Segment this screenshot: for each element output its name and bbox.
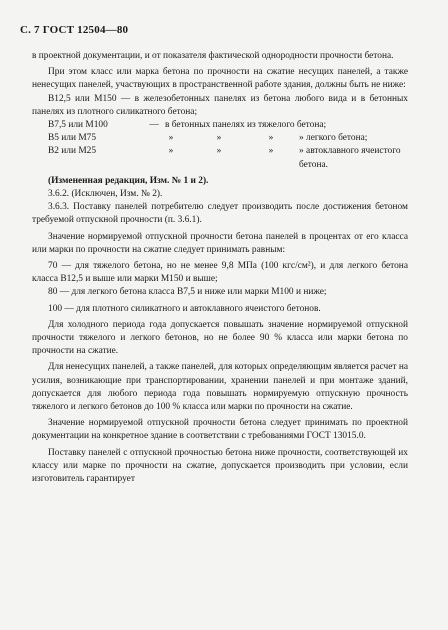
class-row-b7-5 <box>32 119 408 132</box>
paragraph-100: 100 — для плотного силикатного и автоклавного ячеистого бетонов. <box>48 303 321 314</box>
paragraph-project-doc: Значение нормируемой отпускной прочности бетона следует принимать по проектной документации на конкретное здание в соответствии с требованиями ГОСТ 13015.0. <box>32 418 408 442</box>
ditto-mark: » <box>268 133 274 144</box>
class-label: B5 или M75 <box>48 133 97 144</box>
ditto-mark: » <box>268 146 274 157</box>
paragraph-non-bearing: Для ненесущих панелей, а также панелей, для которых определяющим является расчет на усилия, возникающие при транспортировании, хранении панелей и при монтаже зданий, допускается для любого периода года повышать нормируемую отпускную прочность тяжелого и легкого бетонов до 100 % класса или марки по прочности на сжатие. <box>32 362 408 413</box>
paragraph-class-requirements: При этом класс или марка бетона по прочности на сжатие несущих панелей, а также ненесущих панелей, участвующих в пространственной работе здания, должны быть не ниже: <box>32 67 408 91</box>
paragraph-lower-strength: Поставку панелей с отпускной прочностью бетона ниже прочности, соответствующей их классу или марке по прочности на сжатие, допускается производить при условии, если изготовитель гарантирует <box>32 447 408 485</box>
class-desc: » автоклавного ячеистого бетона. <box>299 146 401 170</box>
class-desc: » легкого бетона; <box>299 133 368 144</box>
ditto-mark: » <box>216 133 222 144</box>
class-label: B7,5 или M100 <box>48 120 108 131</box>
paragraph-cold-period: Для холодного периода года допускается повышать значение нормируемой отпускной прочности тяжелого и легкого бетонов, но не более 90 % класса или марки бетона по прочности на сжатие. <box>32 319 408 357</box>
class-label: B2 или M25 <box>48 146 97 157</box>
ditto-mark: » <box>216 146 222 157</box>
paragraph-80: 80 — для легкого бетона класса B7,5 и ниже или марки M100 и ниже; <box>48 287 327 298</box>
dash: — <box>149 120 159 131</box>
paragraph-continuation: в проектной документации, и от показателя фактической однородности прочности бетона. <box>32 51 394 61</box>
clause-3-6-3: 3.6.3. Поставку панелей потребителю следует производить после достижения бетоном требуемой отпускной прочности (п. 3.6.1). <box>32 202 408 226</box>
paragraph-b12-5: B12,5 или M150 — в железобетонных панелях из бетона любого вида и в бетонных панелях из плотного силикатного бетона; <box>32 93 408 117</box>
document-body <box>32 50 408 486</box>
class-row-b5 <box>32 132 408 145</box>
paragraph-normative-strength: Значение нормируемой отпускной прочности бетона панелей в процентах от его класса или марки по прочности на сжатие следует принимать равным: <box>32 231 408 255</box>
page-header: С. 7 ГОСТ 12504—80 <box>20 24 129 36</box>
class-row-b2 <box>32 145 408 171</box>
amendment-note: (Измененная редакция, Изм. № 1 и 2). <box>48 175 209 186</box>
class-desc: в бетонных панелях из тяжелого бетона; <box>165 120 327 131</box>
ditto-mark: » <box>168 133 174 144</box>
ditto-mark: » <box>168 146 174 157</box>
paragraph-70: 70 — для тяжелого бетона, но не менее 9,8 МПа (100 кгс/см²), и для легкого бетона класса B12,5 и выше или марки M150 и выше; <box>32 261 408 285</box>
clause-3-6-2: 3.6.2. (Исключен, Изм. № 2). <box>48 189 163 200</box>
